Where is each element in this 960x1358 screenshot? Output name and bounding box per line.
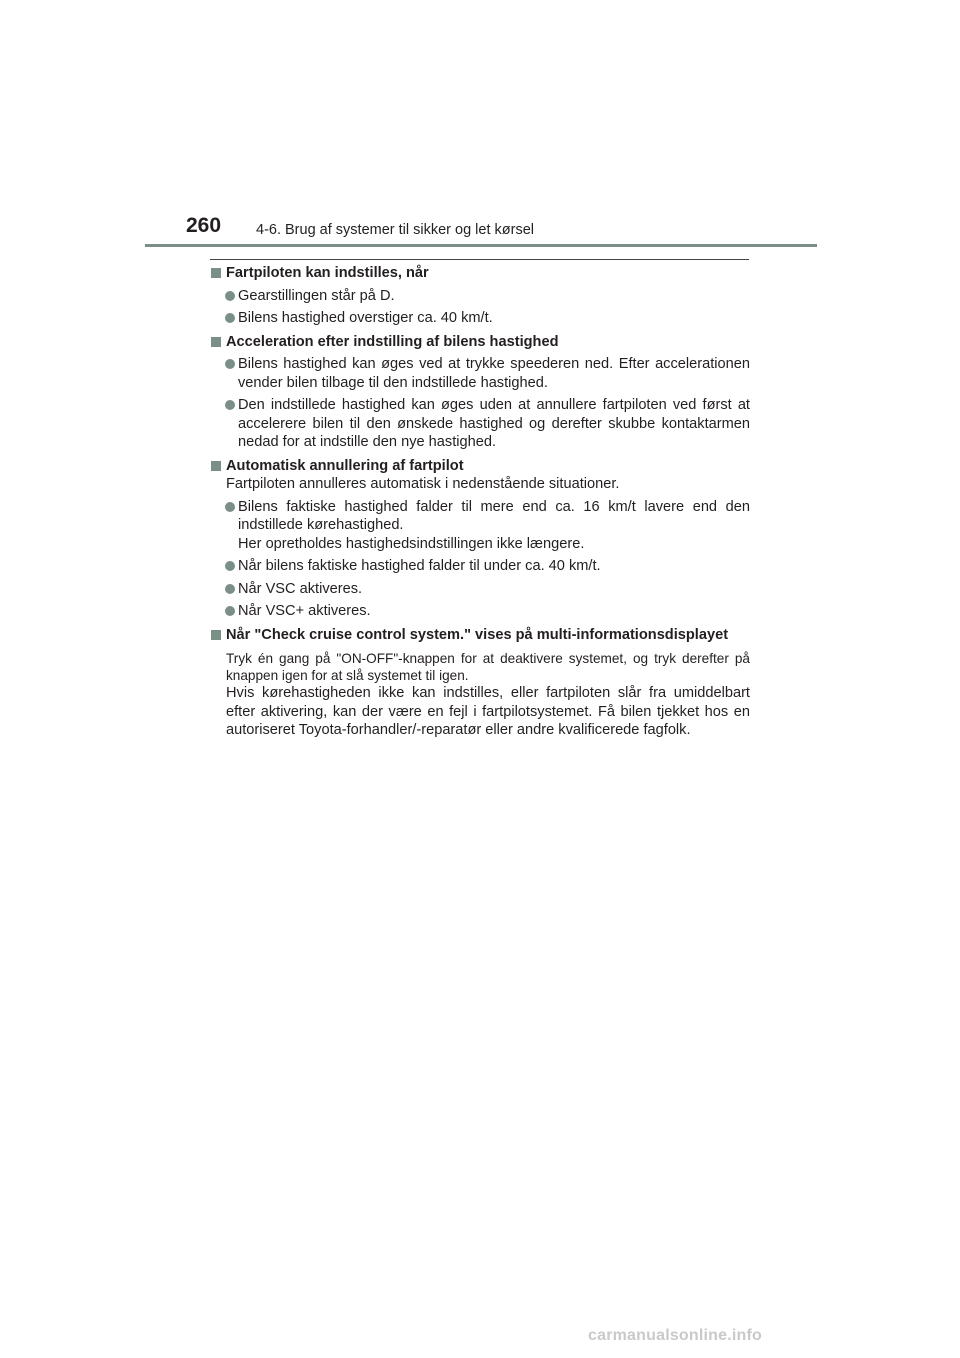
round-bullet-icon — [225, 400, 235, 410]
square-bullet-icon — [211, 630, 221, 640]
section-paragraph: Tryk én gang på "ON-OFF"-knappen for at deaktivere systemet, og tryk derefter på knappen igen for at slå systemet til igen. — [226, 651, 750, 683]
list-item-text: Når bilens faktiske hastighed falder til under ca. 40 km/t. — [238, 558, 601, 574]
list-item-text: Bilens hastighed kan øges ved at trykke speederen ned. Efter accelerationen vender bilen tilbage til den indstillede hastighed. — [238, 356, 750, 391]
list-item-text: Gearstillingen står på D. — [238, 287, 395, 304]
list-item — [210, 557, 750, 576]
heading-text: Acceleration efter indstilling af bilens hastighed — [226, 333, 559, 350]
list-item-text: Bilens faktiske hastighed falder til mere end ca. 16 km/t lavere end den indstillede kørehastighed. — [238, 498, 750, 533]
square-bullet-icon — [211, 337, 221, 347]
list-item-text: Når VSC+ aktiveres. — [238, 603, 371, 619]
list-item-note: Her opretholdes hastighedsindstillingen ikke længere. — [238, 535, 585, 552]
header-rule — [145, 244, 817, 247]
list-item — [210, 580, 750, 599]
round-bullet-icon — [225, 502, 235, 512]
heading-text: Fartpiloten kan indstilles, når — [226, 265, 429, 281]
list-item-text: Bilens hastighed overstiger ca. 40 km/t. — [238, 310, 493, 326]
list-item-text: Den indstillede hastighed kan øges uden at annullere fartpiloten ved først at accelerere bilen til den ønskede hastighed og derefter skubbe kontaktarmen nedad for at indstille den nye hastighed. — [238, 397, 750, 450]
section-heading — [210, 264, 750, 283]
section-heading — [210, 333, 750, 352]
list-item — [210, 498, 750, 554]
section-heading — [210, 626, 750, 645]
content-rule — [210, 259, 749, 260]
list-item — [210, 309, 750, 328]
section-paragraph: Hvis kørehastigheden ikke kan indstilles, eller fartpiloten slår fra umiddelbart efter aktivering, kan der være en fejl i fartpilotsystemet. Få bilen tjekket hos en autoriseret Toyota-forhandler/-reparatør eller andre kvalificerede fagfolk. — [226, 685, 750, 738]
list-item — [210, 602, 750, 621]
round-bullet-icon — [225, 291, 235, 301]
heading-text: Automatisk annullering af fartpilot — [226, 457, 464, 474]
list-item — [210, 396, 750, 452]
round-bullet-icon — [225, 561, 235, 571]
section-title: 4-6. Brug af systemer til sikker og let kørsel — [256, 222, 534, 238]
manual-content — [210, 264, 750, 740]
round-bullet-icon — [225, 359, 235, 369]
square-bullet-icon — [211, 268, 221, 278]
page-number: 260 — [186, 214, 222, 237]
list-item-text: Når VSC aktiveres. — [238, 580, 363, 597]
list-item — [210, 287, 750, 306]
round-bullet-icon — [225, 584, 235, 594]
square-bullet-icon — [211, 461, 221, 471]
list-item — [210, 355, 750, 392]
heading-text: Når "Check cruise control system." vises på multi-informationsdisplayet — [226, 626, 729, 643]
watermark-text: carmanualsonline.info — [588, 1327, 763, 1344]
section-heading — [210, 457, 750, 476]
page-header — [0, 0, 960, 250]
round-bullet-icon — [225, 606, 235, 616]
round-bullet-icon — [225, 313, 235, 323]
section-intro: Fartpiloten annulleres automatisk i nedenstående situationer. — [226, 476, 620, 492]
